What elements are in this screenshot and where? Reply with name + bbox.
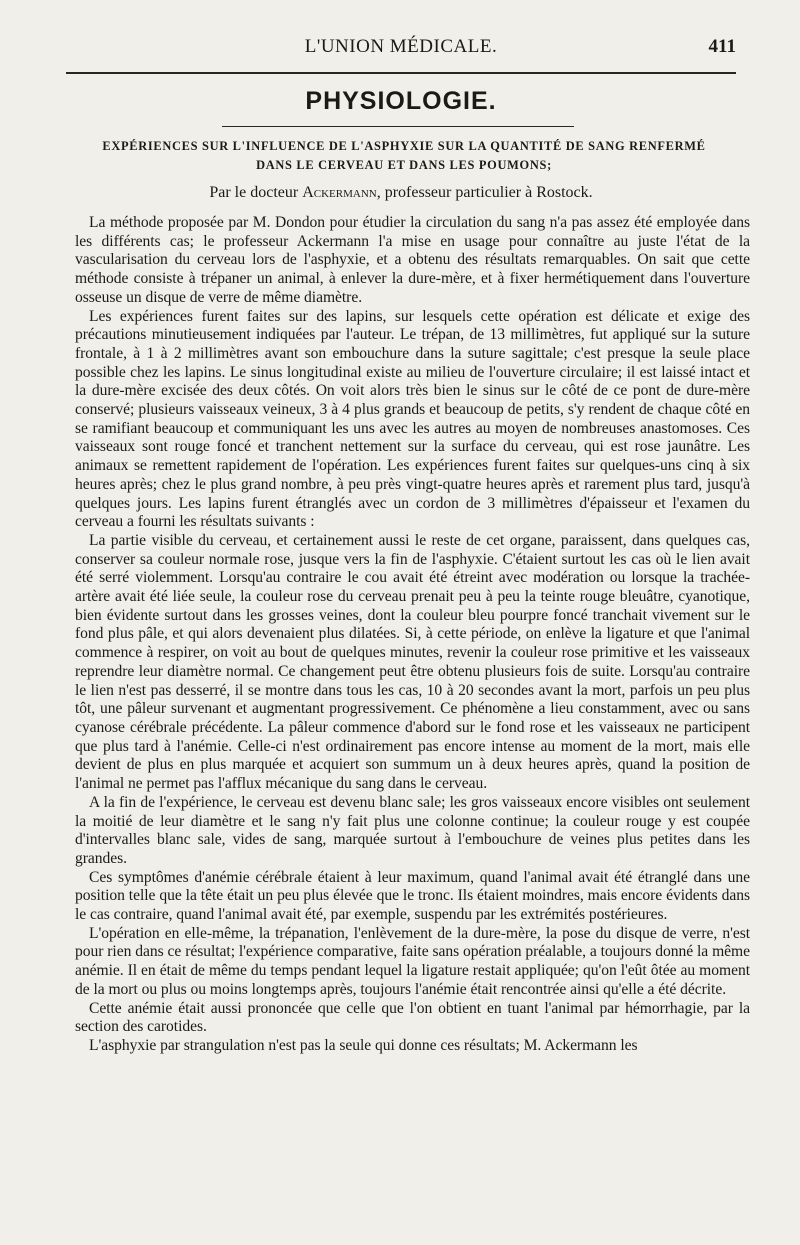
paragraph: Cette anémie était aussi prononcée que celle que l'on obtient en tuant l'animal par hémorrhagie, par la section des carotides. — [75, 999, 750, 1036]
article-body — [75, 214, 750, 1056]
paragraph: La partie visible du cerveau, et certainement aussi le reste de cet organe, paraissent, dans quelques cas, conserver sa couleur normale rose, jusque vers la fin de l'asphyxie. C'étaient surtout les cas où le lien avait été serré violemment. Lorsqu'au contraire le cou avait été étreint avec modération ou lorsque la trachée-artère avait été liée seule, la couleur rose du cerveau prenait peu à peu la teinte rouge bleuâtre, cyanotique, bien évidente surtout dans les grosses veines, dont la couleur bleu pourpre foncé tranchait vivement sur le fond plus pâle, et qui alors devenaient plus dilatées. Si, à cette période, on enlève la ligature et que l'animal commence à respirer, on voit au bout de quelques minutes, revenir la couleur rose primitive et les vaisseaux reprendre leur diamètre normal. Ce changement peut être obtenu plusieurs fois de suite. Lorsqu'au contraire le lien n'est pas desserré, il se montre dans tous les cas, 10 à 20 secondes avant la mort, parfois un peu plus tôt, une pâleur survenant et augmentant progressivement. Ce phénomène a lieu constamment, avec ou sans cyanose cérébrale précédente. La pâleur commence d'abord sur le fond rose et les vaisseaux ne participent que plus tard à l'anémie. Celle-ci n'est ordinairement pas encore intense au moment de la mort, mais elle devient de plus en plus marquée et acquiert son summum un à deux heures après, quand la position de l'animal ne permet pas l'afflux mécanique du sang dans le cerveau. — [75, 531, 750, 793]
paragraph: L'asphyxie par strangulation n'est pas la seule qui donne ces résultats; M. Ackermann les — [89, 1036, 638, 1054]
author-name: Ackermann — [302, 184, 377, 201]
byline-prefix: Par le docteur — [209, 184, 299, 201]
header-rule — [66, 72, 736, 74]
paragraph: A la fin de l'expérience, le cerveau est devenu blanc sale; les gros vaisseaux encore visibles ont seulement la moitié de leur diamètre et le sang n'y fait plus une colonne continue; la couleur rouge y est coupée d'intervalles blanc sale, vides de sang, marquée surtout à l'embouchure de veines plus petites dans les grandes. — [75, 793, 750, 867]
paragraph: Les expériences furent faites sur des lapins, sur lesquels cette opération est délicate et exige des précautions minutieusement indiquées par l'auteur. Le trépan, de 13 millimètres, fut appliqué sur la suture frontale, à 1 à 2 millimètres avant son embouchure dans la suture sagittale; c'est presque la seule place possible chez les lapins. Le sinus longitudinal existe au milieu de l'ouverture circulaire; il est laissé intact et la dure-mère excisée des deux côtés. On voit alors très bien le sinus sur le côté de ce pont de dure-mère conservé; plusieurs vaisseaux veineux, 3 à 4 plus grands et beaucoup de petits, s'y rendent de chaque côté en se ramifiant beaucoup et communiquant les uns avec les autres au moyen de nombreuses anastomoses. Ces vaisseaux sont rouge foncé et tranchent nettement sur la surface du cerveau, qui est rose jaunâtre. Les animaux se remettent rapidement de l'opération. Les expériences furent faites sur quelques-uns cinq à six heures après; chez le plus grand nombre, à peu près vingt-quatre heures après et rarement plus tard, jusqu'à quelques jours. Les lapins furent étranglés avec un cordon de 3 millimètres d'épaisseur et l'examen du cerveau a fourni les résultats suivants : — [75, 307, 750, 531]
paragraph: Ces symptômes d'anémie cérébrale étaient à leur maximum, quand l'animal avait été étranglé dans une position telle que la tête était un peu plus élevée que le tronc. Ils étaient moindres, mais encore évidents dans le cas contraire, quand l'animal avait été, par exemple, suspendu par les extrémités postérieures. — [75, 868, 750, 924]
running-head — [66, 34, 736, 64]
section-title: PHYSIOLOGIE. — [305, 87, 497, 115]
byline-suffix: , professeur particulier à Rostock. — [376, 184, 593, 201]
paragraph: La méthode proposée par M. Dondon pour étudier la circulation du sang n'a pas assez été employée dans les différents cas; le professeur Ackermann l'a mise en usage pour connaître au juste l'état de la vascularisation du cerveau lors de l'asphyxie, et a obtenu des résultats remarquables. On sait que cette méthode consiste à trépaner un animal, à enlever la dure-mère, et à fixer hermétiquement dans l'ouverture osseuse un disque de verre de même diamètre. — [75, 214, 750, 306]
article-title-line-2: DANS LE CERVEAU ET DANS LES POUMONS; — [256, 158, 552, 172]
paragraph: L'opération en elle-même, la trépanation, l'enlèvement de la dure-mère, la pose du disque de verre, n'est pour rien dans ce résultat; l'expérience comparative, faite sans opération préalable, a toujours donné la même anémie. Il en était de même du temps pendant lequel la ligature restait appliquée; qu'on l'eût ôtée au moment de la mort ou plus ou moins longtemps après, toujours l'anémie était rencontrée ainsi qu'elle a été décrite. — [75, 924, 750, 998]
byline — [66, 184, 736, 202]
article-title-line-1: EXPÉRIENCES SUR L'INFLUENCE DE L'ASPHYXIE SUR LA QUANTITÉ DE SANG RENFERMÉ — [102, 139, 706, 153]
journal-name: L'UNION MÉDICALE. — [304, 36, 498, 57]
section-rule — [222, 126, 574, 127]
article-title — [66, 137, 742, 175]
page-number: 411 — [708, 36, 736, 57]
